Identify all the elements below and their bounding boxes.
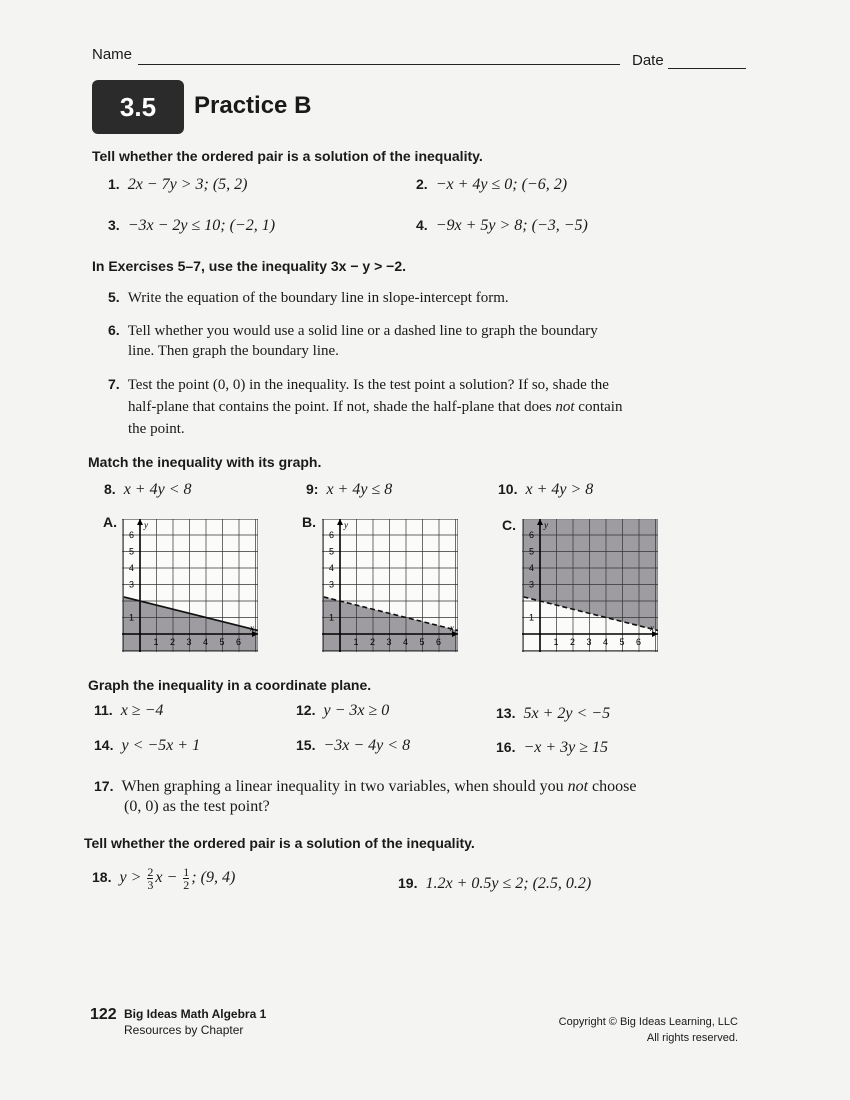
y-axis-label: y — [344, 520, 348, 530]
x-axis-label: x — [450, 623, 454, 633]
y-tick-label: 5 — [129, 546, 135, 557]
x-axis-label: x — [250, 623, 254, 633]
x-tick-label: 4 — [403, 637, 409, 647]
problem-9: 9: x + 4y ≤ 8 — [306, 481, 393, 498]
page-title: Practice B — [194, 92, 312, 119]
x-tick-label: 3 — [586, 637, 592, 647]
x-tick-label: 5 — [619, 637, 625, 647]
y-tick-label: 6 — [129, 530, 135, 540]
problem-4: 4. −9x + 5y > 8; (−3, −5) — [416, 217, 588, 234]
problem-8: 8. x + 4y < 8 — [104, 481, 192, 498]
book-info — [124, 1006, 266, 1038]
x-tick-label: 3 — [186, 637, 192, 647]
graph-c — [522, 519, 658, 652]
x-tick-label: 6 — [636, 637, 642, 647]
book-title: Big Ideas Math Algebra 1 — [124, 1007, 267, 1021]
problem-13: 13. 5x + 2y < −5 — [496, 705, 611, 722]
problem-7: 7. Test the point (0, 0) in the inequality. Is the test point a solution? If so, shade the half-plane that contains the point. If not, shade the half-plane that does not contain the point. — [108, 376, 623, 437]
y-tick-label: 4 — [329, 563, 335, 573]
y-tick-label: 1 — [529, 612, 535, 623]
name-label: Name — [92, 46, 133, 63]
problem-17: 17. When graphing a linear inequality in two variables, when should you not choose (0, 0) as the test point? — [94, 778, 637, 815]
problem-1: 1. 2x − 7y > 3; (5, 2) — [108, 176, 248, 193]
x-tick-label: 1 — [553, 637, 559, 647]
problem-11: 11. x ≥ −4 — [94, 702, 164, 719]
section-number-badge: 3.5 — [92, 80, 184, 134]
x-tick-label: 4 — [203, 637, 209, 647]
y-tick-label: 5 — [529, 546, 535, 557]
y-tick-label: 1 — [329, 612, 335, 623]
graph-a-label: A. — [103, 514, 117, 530]
problem-3: 3. −3x − 2y ≤ 10; (−2, 1) — [108, 217, 276, 234]
problem-6: 6. Tell whether you would use a solid line or a dashed line to graph the boundary line. Then graph the boundary line. — [108, 322, 598, 359]
date-field[interactable] — [668, 68, 746, 69]
graph-a — [122, 519, 258, 652]
book-subtitle: Resources by Chapter — [124, 1023, 244, 1037]
graph-b — [322, 519, 458, 652]
y-tick-label: 1 — [129, 612, 135, 623]
x-tick-label: 2 — [570, 637, 576, 647]
x-tick-label: 4 — [603, 637, 609, 647]
section5-heading: Tell whether the ordered pair is a solution of the inequality. — [84, 835, 475, 851]
x-tick-label: 5 — [419, 637, 425, 647]
x-tick-label: 5 — [219, 637, 225, 647]
rights-text: All rights reserved. — [646, 1032, 738, 1044]
y-tick-label: 4 — [129, 563, 135, 573]
problem-5: 5. Write the equation of the boundary line in slope-intercept form. — [108, 289, 509, 306]
y-tick-label: 3 — [129, 579, 135, 590]
date-label: Date — [632, 52, 664, 69]
problem-10: 10. x + 4y > 8 — [498, 481, 594, 498]
problem-16: 16. −x + 3y ≥ 15 — [496, 739, 609, 756]
section2-heading: In Exercises 5–7, use the inequality 3x − y > −2. — [92, 258, 407, 274]
x-axis-label: x — [650, 623, 654, 633]
y-tick-label: 3 — [529, 579, 535, 590]
x-tick-label: 3 — [386, 637, 392, 647]
problem-15: 15. −3x − 4y < 8 — [296, 737, 411, 754]
y-tick-label: 5 — [329, 546, 335, 557]
y-axis-label: y — [544, 520, 548, 530]
x-tick-label: 1 — [353, 637, 359, 647]
x-tick-label: 6 — [436, 637, 442, 647]
y-tick-label: 4 — [529, 563, 535, 573]
x-tick-label: 2 — [170, 637, 176, 647]
x-tick-label: 6 — [236, 637, 242, 647]
x-tick-label: 1 — [153, 637, 159, 647]
problem-12: 12. y − 3x ≥ 0 — [296, 702, 390, 719]
y-tick-label: 3 — [329, 579, 335, 590]
copyright — [559, 1014, 738, 1046]
section4-heading: Graph the inequality in a coordinate plane. — [88, 677, 372, 693]
y-axis-label: y — [144, 520, 148, 530]
problem-14: 14. y < −5x + 1 — [94, 737, 201, 754]
y-tick-label: 6 — [329, 530, 335, 540]
graph-c-label: C. — [502, 517, 516, 533]
x-tick-label: 2 — [370, 637, 376, 647]
graph-b-label: B. — [302, 514, 316, 530]
section1-heading: Tell whether the ordered pair is a solution of the inequality. — [92, 148, 483, 164]
problem-19: 19. 1.2x + 0.5y ≤ 2; (2.5, 0.2) — [398, 875, 592, 892]
problem-2: 2. −x + 4y ≤ 0; (−6, 2) — [416, 176, 568, 193]
y-tick-label: 6 — [529, 530, 535, 540]
problem-18: 18. y > $\frac{2}{3}$ x − $\frac{1}{2}$ ; (9, 4) — [92, 865, 236, 892]
section3-heading: Match the inequality with its graph. — [88, 454, 322, 470]
name-field[interactable] — [138, 64, 620, 65]
copyright-text: Copyright © Big Ideas Learning, LLC — [558, 1016, 738, 1028]
page-number: 122 — [90, 1006, 117, 1023]
